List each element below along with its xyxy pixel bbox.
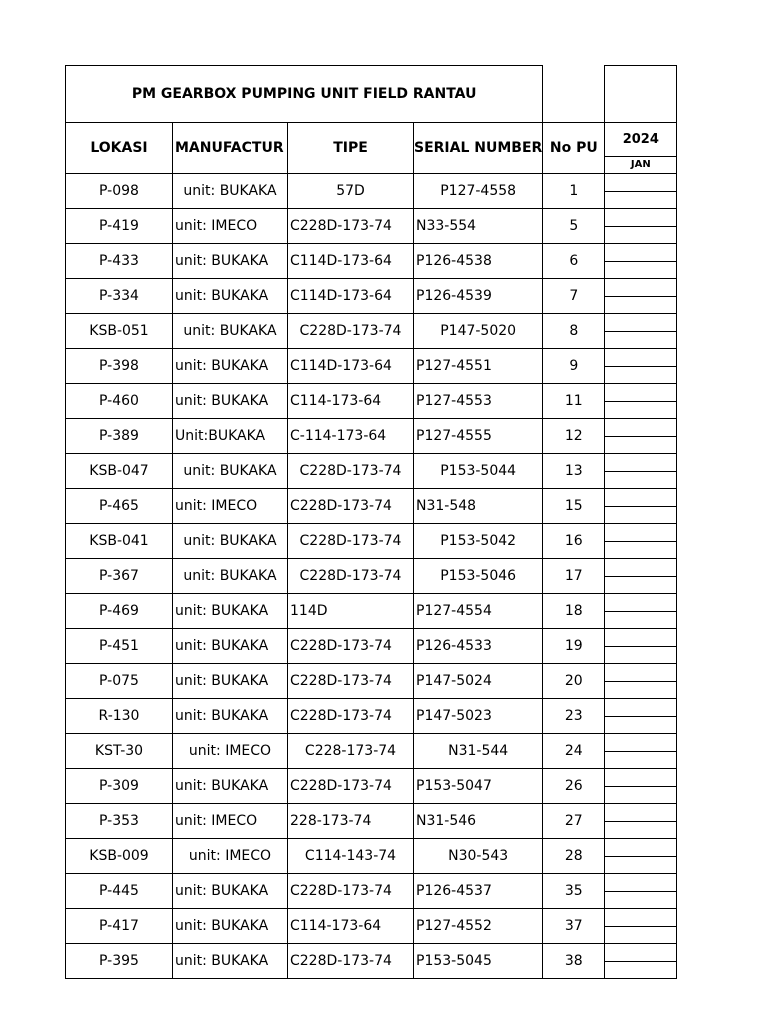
table-row — [66, 419, 677, 454]
cell-serial-number[interactable]: P147-5020 — [414, 314, 543, 349]
cell-tipe[interactable]: 57D — [288, 174, 414, 209]
cell-serial-number[interactable]: P147-5023 — [414, 699, 543, 734]
cell-lokasi[interactable]: P-419 — [66, 209, 173, 244]
header-month-block — [605, 123, 677, 174]
cell-lokasi[interactable]: P-433 — [66, 244, 173, 279]
cell-divider — [605, 681, 676, 682]
cell-serial-number[interactable]: N31-548 — [414, 489, 543, 524]
cell-tipe[interactable]: 114D — [288, 594, 414, 629]
cell-no-pu[interactable]: 26 — [543, 769, 605, 804]
cell-divider — [605, 471, 676, 472]
cell-tipe[interactable]: C114D-173-64 — [288, 244, 414, 279]
cell-no-pu[interactable]: 9 — [543, 349, 605, 384]
cell-tipe[interactable]: C228D-173-74 — [288, 664, 414, 699]
cell-manufactur[interactable]: unit: BUKAKA — [173, 909, 288, 944]
header-tipe: TIPE — [288, 123, 414, 174]
cell-lokasi[interactable]: P-395 — [66, 944, 173, 979]
cell-jan-schedule[interactable] — [605, 174, 677, 209]
header-lokasi: LOKASI — [66, 123, 173, 174]
cell-serial-number[interactable]: P126-4538 — [414, 244, 543, 279]
cell-manufactur[interactable]: unit: IMECO — [173, 734, 288, 769]
cell-manufactur[interactable]: unit: BUKAKA — [173, 629, 288, 664]
cell-manufactur[interactable]: Unit:BUKAKA — [173, 419, 288, 454]
cell-jan-schedule[interactable] — [605, 629, 677, 664]
cell-lokasi[interactable]: KST-30 — [66, 734, 173, 769]
cell-serial-number[interactable]: P127-4558 — [414, 174, 543, 209]
cell-divider — [605, 716, 676, 717]
cell-lokasi[interactable]: P-334 — [66, 279, 173, 314]
cell-tipe[interactable]: C228D-173-74 — [288, 699, 414, 734]
cell-tipe[interactable]: C-114-173-64 — [288, 419, 414, 454]
cell-serial-number[interactable]: P127-4551 — [414, 349, 543, 384]
cell-tipe[interactable]: C228D-173-74 — [288, 874, 414, 909]
cell-tipe[interactable]: C228D-173-74 — [288, 524, 414, 559]
cell-divider — [605, 926, 676, 927]
cell-divider — [605, 296, 676, 297]
cell-divider — [605, 611, 676, 612]
cell-manufactur[interactable]: unit: IMECO — [173, 839, 288, 874]
cell-serial-number[interactable]: P153-5044 — [414, 454, 543, 489]
cell-manufactur[interactable]: unit: BUKAKA — [173, 314, 288, 349]
cell-manufactur[interactable]: unit: BUKAKA — [173, 944, 288, 979]
table-row — [66, 734, 677, 769]
cell-manufactur[interactable]: unit: IMECO — [173, 489, 288, 524]
table-row — [66, 804, 677, 839]
title-right-cell — [605, 66, 677, 123]
cell-manufactur[interactable]: unit: IMECO — [173, 804, 288, 839]
cell-tipe[interactable]: C228D-173-74 — [288, 209, 414, 244]
cell-no-pu[interactable]: 15 — [543, 489, 605, 524]
table-row — [66, 174, 677, 209]
cell-tipe[interactable]: C114-173-64 — [288, 909, 414, 944]
cell-divider — [605, 821, 676, 822]
cell-jan-schedule[interactable] — [605, 594, 677, 629]
cell-jan-schedule[interactable] — [605, 804, 677, 839]
header-no-pu: No PU — [543, 123, 605, 174]
cell-serial-number[interactable]: P126-4537 — [414, 874, 543, 909]
cell-no-pu[interactable]: 20 — [543, 664, 605, 699]
cell-serial-number[interactable]: P127-4555 — [414, 419, 543, 454]
cell-manufactur[interactable]: unit: BUKAKA — [173, 559, 288, 594]
cell-no-pu[interactable]: 24 — [543, 734, 605, 769]
cell-jan-schedule[interactable] — [605, 489, 677, 524]
cell-no-pu[interactable]: 17 — [543, 559, 605, 594]
cell-lokasi[interactable]: P-353 — [66, 804, 173, 839]
table-row — [66, 874, 677, 909]
cell-manufactur[interactable]: unit: BUKAKA — [173, 664, 288, 699]
cell-tipe[interactable]: C228D-173-74 — [288, 454, 414, 489]
cell-lokasi[interactable]: P-445 — [66, 874, 173, 909]
table-row — [66, 244, 677, 279]
cell-jan-schedule[interactable] — [605, 349, 677, 384]
cell-manufactur[interactable]: unit: IMECO — [173, 209, 288, 244]
cell-divider — [605, 226, 676, 227]
header-month-jan: JAN — [630, 159, 651, 170]
cell-tipe[interactable]: C114D-173-64 — [288, 279, 414, 314]
cell-jan-schedule[interactable] — [605, 314, 677, 349]
cell-tipe[interactable]: C228D-173-74 — [288, 769, 414, 804]
cell-divider — [605, 646, 676, 647]
table-row — [66, 489, 677, 524]
cell-jan-schedule[interactable] — [605, 769, 677, 804]
cell-lokasi[interactable]: KSB-009 — [66, 839, 173, 874]
table-row — [66, 349, 677, 384]
table-row — [66, 699, 677, 734]
cell-divider — [605, 261, 676, 262]
cell-jan-schedule[interactable] — [605, 699, 677, 734]
cell-jan-schedule[interactable] — [605, 209, 677, 244]
cell-no-pu[interactable]: 8 — [543, 314, 605, 349]
cell-lokasi[interactable]: KSB-047 — [66, 454, 173, 489]
cell-lokasi[interactable]: KSB-051 — [66, 314, 173, 349]
cell-serial-number[interactable]: P126-4539 — [414, 279, 543, 314]
cell-jan-schedule[interactable] — [605, 559, 677, 594]
cell-jan-schedule[interactable] — [605, 524, 677, 559]
cell-lokasi[interactable]: P-367 — [66, 559, 173, 594]
cell-no-pu[interactable]: 27 — [543, 804, 605, 839]
cell-jan-schedule[interactable] — [605, 244, 677, 279]
cell-tipe[interactable]: C228D-173-74 — [288, 629, 414, 664]
cell-lokasi[interactable]: P-465 — [66, 489, 173, 524]
cell-divider — [605, 856, 676, 857]
table-row — [66, 909, 677, 944]
cell-manufactur[interactable]: unit: BUKAKA — [173, 769, 288, 804]
table-row — [66, 454, 677, 489]
cell-lokasi[interactable]: P-460 — [66, 384, 173, 419]
cell-divider — [605, 331, 676, 332]
cell-tipe[interactable]: C228-173-74 — [288, 734, 414, 769]
cell-serial-number[interactable]: N31-546 — [414, 804, 543, 839]
cell-divider — [605, 576, 676, 577]
cell-manufactur[interactable]: unit: BUKAKA — [173, 174, 288, 209]
cell-no-pu[interactable]: 37 — [543, 909, 605, 944]
table-row — [66, 524, 677, 559]
cell-divider — [605, 891, 676, 892]
table-row — [66, 839, 677, 874]
cell-jan-schedule[interactable] — [605, 909, 677, 944]
table-row — [66, 944, 677, 979]
cell-jan-schedule[interactable] — [605, 454, 677, 489]
cell-serial-number[interactable]: P127-4552 — [414, 909, 543, 944]
cell-no-pu[interactable]: 12 — [543, 419, 605, 454]
table-row — [66, 594, 677, 629]
sheet-title: PM GEARBOX PUMPING UNIT FIELD RANTAU — [66, 66, 543, 123]
title-row — [66, 66, 677, 123]
cell-no-pu[interactable]: 11 — [543, 384, 605, 419]
cell-jan-schedule[interactable] — [605, 664, 677, 699]
cell-manufactur[interactable]: unit: BUKAKA — [173, 279, 288, 314]
cell-serial-number[interactable]: P126-4533 — [414, 629, 543, 664]
cell-serial-number[interactable]: N33-554 — [414, 209, 543, 244]
cell-manufactur[interactable]: unit: BUKAKA — [173, 874, 288, 909]
table-row — [66, 769, 677, 804]
cell-lokasi[interactable]: P-075 — [66, 664, 173, 699]
cell-serial-number[interactable]: P153-5046 — [414, 559, 543, 594]
cell-jan-schedule[interactable] — [605, 279, 677, 314]
cell-no-pu[interactable]: 5 — [543, 209, 605, 244]
cell-lokasi[interactable]: P-451 — [66, 629, 173, 664]
cell-manufactur[interactable]: unit: BUKAKA — [173, 454, 288, 489]
cell-serial-number[interactable]: P127-4554 — [414, 594, 543, 629]
cell-lokasi[interactable]: KSB-041 — [66, 524, 173, 559]
cell-serial-number[interactable]: P147-5024 — [414, 664, 543, 699]
cell-tipe[interactable]: C228D-173-74 — [288, 489, 414, 524]
cell-no-pu[interactable]: 18 — [543, 594, 605, 629]
cell-divider — [605, 541, 676, 542]
cell-no-pu[interactable]: 6 — [543, 244, 605, 279]
cell-no-pu[interactable]: 13 — [543, 454, 605, 489]
table-row — [66, 559, 677, 594]
cell-lokasi[interactable]: P-389 — [66, 419, 173, 454]
header-row — [66, 123, 677, 174]
cell-lokasi[interactable]: P-398 — [66, 349, 173, 384]
cell-no-pu[interactable]: 16 — [543, 524, 605, 559]
cell-no-pu[interactable]: 1 — [543, 174, 605, 209]
cell-tipe[interactable]: C228D-173-74 — [288, 314, 414, 349]
cell-serial-number[interactable]: P153-5045 — [414, 944, 543, 979]
table-row — [66, 279, 677, 314]
cell-lokasi[interactable]: P-469 — [66, 594, 173, 629]
cell-divider — [605, 436, 676, 437]
cell-jan-schedule[interactable] — [605, 839, 677, 874]
cell-lokasi[interactable]: R-130 — [66, 699, 173, 734]
cell-manufactur[interactable]: unit: BUKAKA — [173, 699, 288, 734]
cell-serial-number[interactable]: P153-5047 — [414, 769, 543, 804]
cell-divider — [605, 961, 676, 962]
header-manufactur: MANUFACTUR — [173, 123, 288, 174]
cell-jan-schedule[interactable] — [605, 419, 677, 454]
table-row — [66, 629, 677, 664]
cell-tipe[interactable]: C114D-173-64 — [288, 349, 414, 384]
table-row — [66, 209, 677, 244]
cell-no-pu[interactable]: 23 — [543, 699, 605, 734]
cell-divider — [605, 506, 676, 507]
gearbox-table — [65, 65, 677, 979]
cell-no-pu[interactable]: 28 — [543, 839, 605, 874]
cell-tipe[interactable]: C114-173-64 — [288, 384, 414, 419]
cell-tipe[interactable]: C228D-173-74 — [288, 944, 414, 979]
cell-divider — [605, 751, 676, 752]
cell-no-pu[interactable]: 7 — [543, 279, 605, 314]
cell-serial-number[interactable]: N31-544 — [414, 734, 543, 769]
table-row — [66, 384, 677, 419]
header-year: 2024 — [605, 123, 676, 157]
table-row — [66, 314, 677, 349]
cell-serial-number[interactable]: P127-4553 — [414, 384, 543, 419]
cell-lokasi[interactable]: P-098 — [66, 174, 173, 209]
header-serial-number: SERIAL NUMBER — [414, 123, 543, 174]
cell-tipe[interactable]: C114-143-74 — [288, 839, 414, 874]
cell-lokasi[interactable]: P-417 — [66, 909, 173, 944]
cell-lokasi[interactable]: P-309 — [66, 769, 173, 804]
cell-no-pu[interactable]: 19 — [543, 629, 605, 664]
cell-tipe[interactable]: C228D-173-74 — [288, 559, 414, 594]
cell-jan-schedule[interactable] — [605, 944, 677, 979]
cell-divider — [605, 191, 676, 192]
cell-serial-number[interactable]: P153-5042 — [414, 524, 543, 559]
cell-no-pu[interactable]: 35 — [543, 874, 605, 909]
cell-divider — [605, 786, 676, 787]
cell-serial-number[interactable]: N30-543 — [414, 839, 543, 874]
cell-jan-schedule[interactable] — [605, 874, 677, 909]
cell-manufactur[interactable]: unit: BUKAKA — [173, 349, 288, 384]
cell-no-pu[interactable]: 38 — [543, 944, 605, 979]
cell-divider — [605, 401, 676, 402]
cell-manufactur[interactable]: unit: BUKAKA — [173, 594, 288, 629]
cell-manufactur[interactable]: unit: BUKAKA — [173, 384, 288, 419]
cell-jan-schedule[interactable] — [605, 384, 677, 419]
table-row — [66, 664, 677, 699]
title-gap-cell — [543, 66, 605, 123]
cell-divider — [605, 366, 676, 367]
cell-jan-schedule[interactable] — [605, 734, 677, 769]
cell-tipe[interactable]: 228-173-74 — [288, 804, 414, 839]
cell-manufactur[interactable]: unit: BUKAKA — [173, 524, 288, 559]
cell-manufactur[interactable]: unit: BUKAKA — [173, 244, 288, 279]
